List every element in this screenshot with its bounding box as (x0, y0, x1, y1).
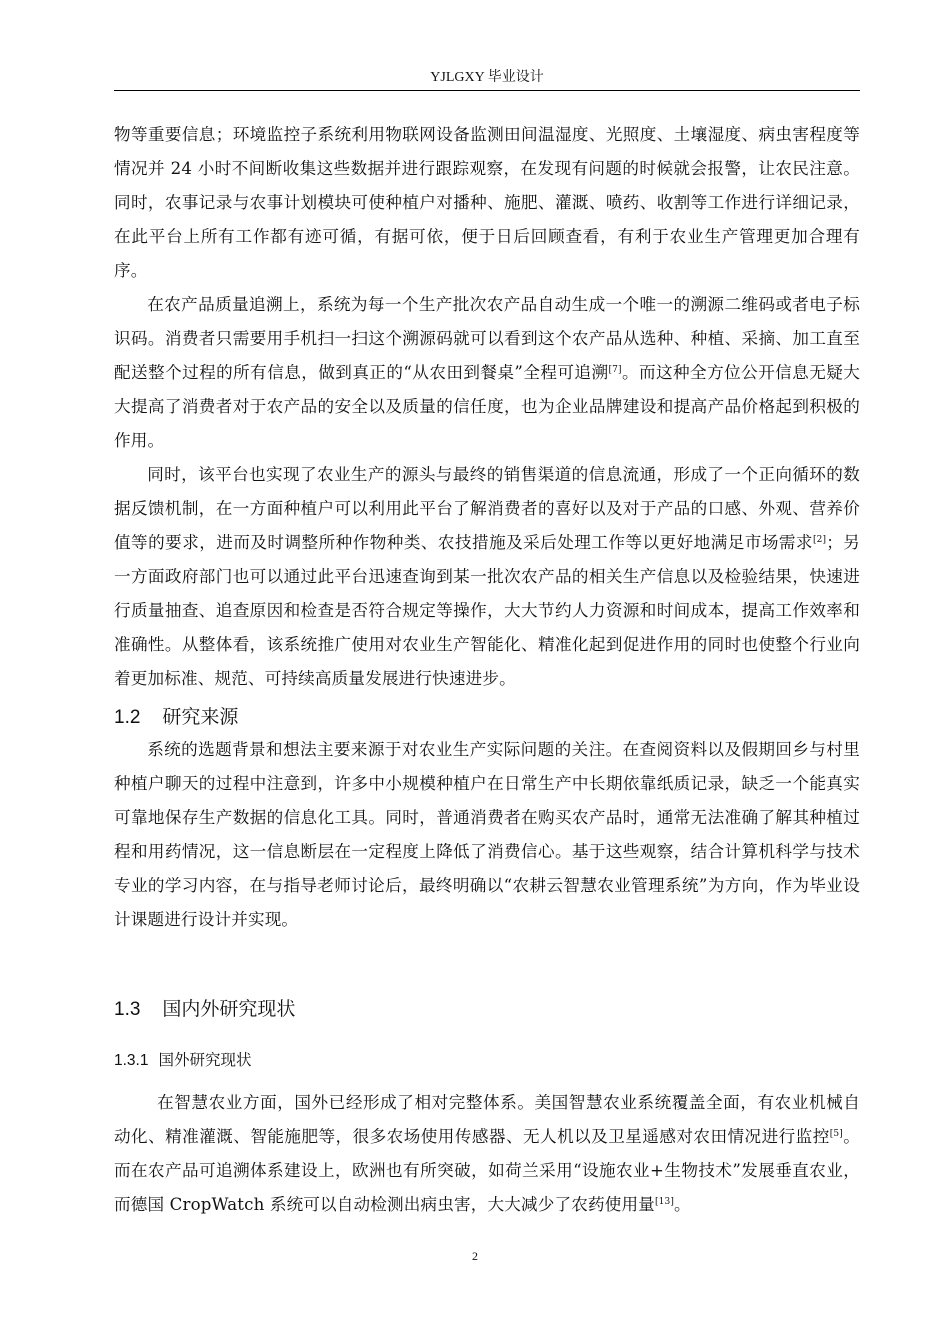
paragraph: 物等重要信息；环境监控子系统利用物联网设备监测田间温湿度、光照度、土壤湿度、病虫害程度等情况并 24 小时不间断收集这些数据并进行跟踪观察，在发现有问题的时候就会报警，让农民注意。同时，农事记录与农事计划模块可使种植户对播种、施肥、灌溉、喷药、收割等工作进行详细记录，在此平台上所有工作都有迹可循，有据可依，便于日后回顾查看，有利于农业生产管理更加合理有序。 (114, 125, 860, 280)
paragraph (114, 288, 860, 458)
citation-ref: [13] (654, 1197, 675, 1207)
paragraph-text: ；另一方面政府部门也可以通过此平台迅速查询到某一批次农产品的相关生产信息以及检验结果，快速进行质量抽查、追查原因和检查是否符合规定等操作，大大节约人力资源和时间成本，提高工作效率和准确性。从整体看，该系统推广使用对农业生产智能化、精准化起到促进作用的同时也使整个行业向着更加标准、规范、可持续高质量发展进行快速进步。 (114, 533, 860, 688)
paragraph-text: 在农产品质量追溯上，系统为每一个生产批次农产品自动生成一个唯一的溯源二维码或者电子标识码。消费者只需要用手机扫一扫这个溯源码就可以看到这个农产品从选种、种植、采摘、加工直至配送整个过程的所有信息，做到真正的“从农田到餐桌”全程可追溯 (114, 295, 860, 382)
paragraph (114, 458, 860, 696)
header-rule (114, 90, 860, 91)
paragraph-text: 。而在农产品可追溯体系建设上，欧洲也有所突破，如荷兰采用“设施农业+生物技术”发展垂直农业，而德国 CropWatch 系统可以自动检测出病虫害，大大减少了农药使用量 (114, 1127, 860, 1214)
section-1-2-body (114, 733, 860, 937)
section-number: 1.2 (114, 707, 141, 728)
page-number: 2 (472, 1249, 478, 1263)
citation-ref: [5] (829, 1129, 843, 1139)
paragraph: 系统的选题背景和想法主要来源于对农业生产实际问题的关注。在查阅资料以及假期回乡与村里种植户聊天的过程中注意到，许多中小规模种植户在日常生产中长期依靠纸质记录，缺乏一个能真实可靠地保存生产数据的信息化工具。同时，普通消费者在购买农产品时，通常无法准确了解其种植过程和用药情况，这一信息断层在一定程度上降低了消费信心。基于这些观察，结合计算机科学与技术专业的学习内容，在与指导老师讨论后，最终明确以“农耕云智慧农业管理系统”为方向，作为毕业设计课题进行设计并实现。 (114, 740, 860, 929)
paragraph-text: 在智慧农业方面，国外已经形成了相对完整体系。美国智慧农业系统覆盖全面，有农业机械自动化、精准灌溉、智能施肥等，很多农场使用传感器、无人机以及卫星遥感对农田情况进行监控 (114, 1093, 860, 1146)
citation-ref: [2] (812, 535, 827, 545)
paragraph-text: 。 (674, 1195, 691, 1214)
section-heading-1-2 (114, 702, 238, 733)
paragraph-text: 同时，该平台也实现了农业生产的源头与最终的销售渠道的信息流通，形成了一个正向循环的数据反馈机制，在一方面种植户可以利用此平台了解消费者的喜好以及对于产品的口感、外观、营养价值等的要求，进而及时调整所种作物种类、农技措施及采后处理工作等以更好地满足市场需求 (114, 465, 860, 552)
citation-ref: [7] (608, 365, 622, 375)
section-number: 1.3 (114, 999, 141, 1020)
paragraph (114, 1086, 860, 1222)
section-number: 1.3.1 (114, 1052, 149, 1069)
section-title: 国外研究现状 (158, 1051, 252, 1069)
section-heading-1-3-1 (114, 1046, 252, 1075)
section-heading-1-3 (114, 994, 295, 1025)
section-title: 国内外研究现状 (162, 998, 296, 1020)
page-header: YJLGXY 毕业设计 (430, 70, 544, 85)
paragraph-text: 。而这种全方位公开信息无疑大大提高了消费者对于农产品的安全以及质量的信任度，也为企业品牌建设和提高产品价格起到积极的作用。 (114, 363, 860, 450)
section-1-1-continued (114, 118, 860, 696)
section-title: 研究来源 (162, 706, 239, 728)
section-1-3-1-body (114, 1086, 860, 1222)
